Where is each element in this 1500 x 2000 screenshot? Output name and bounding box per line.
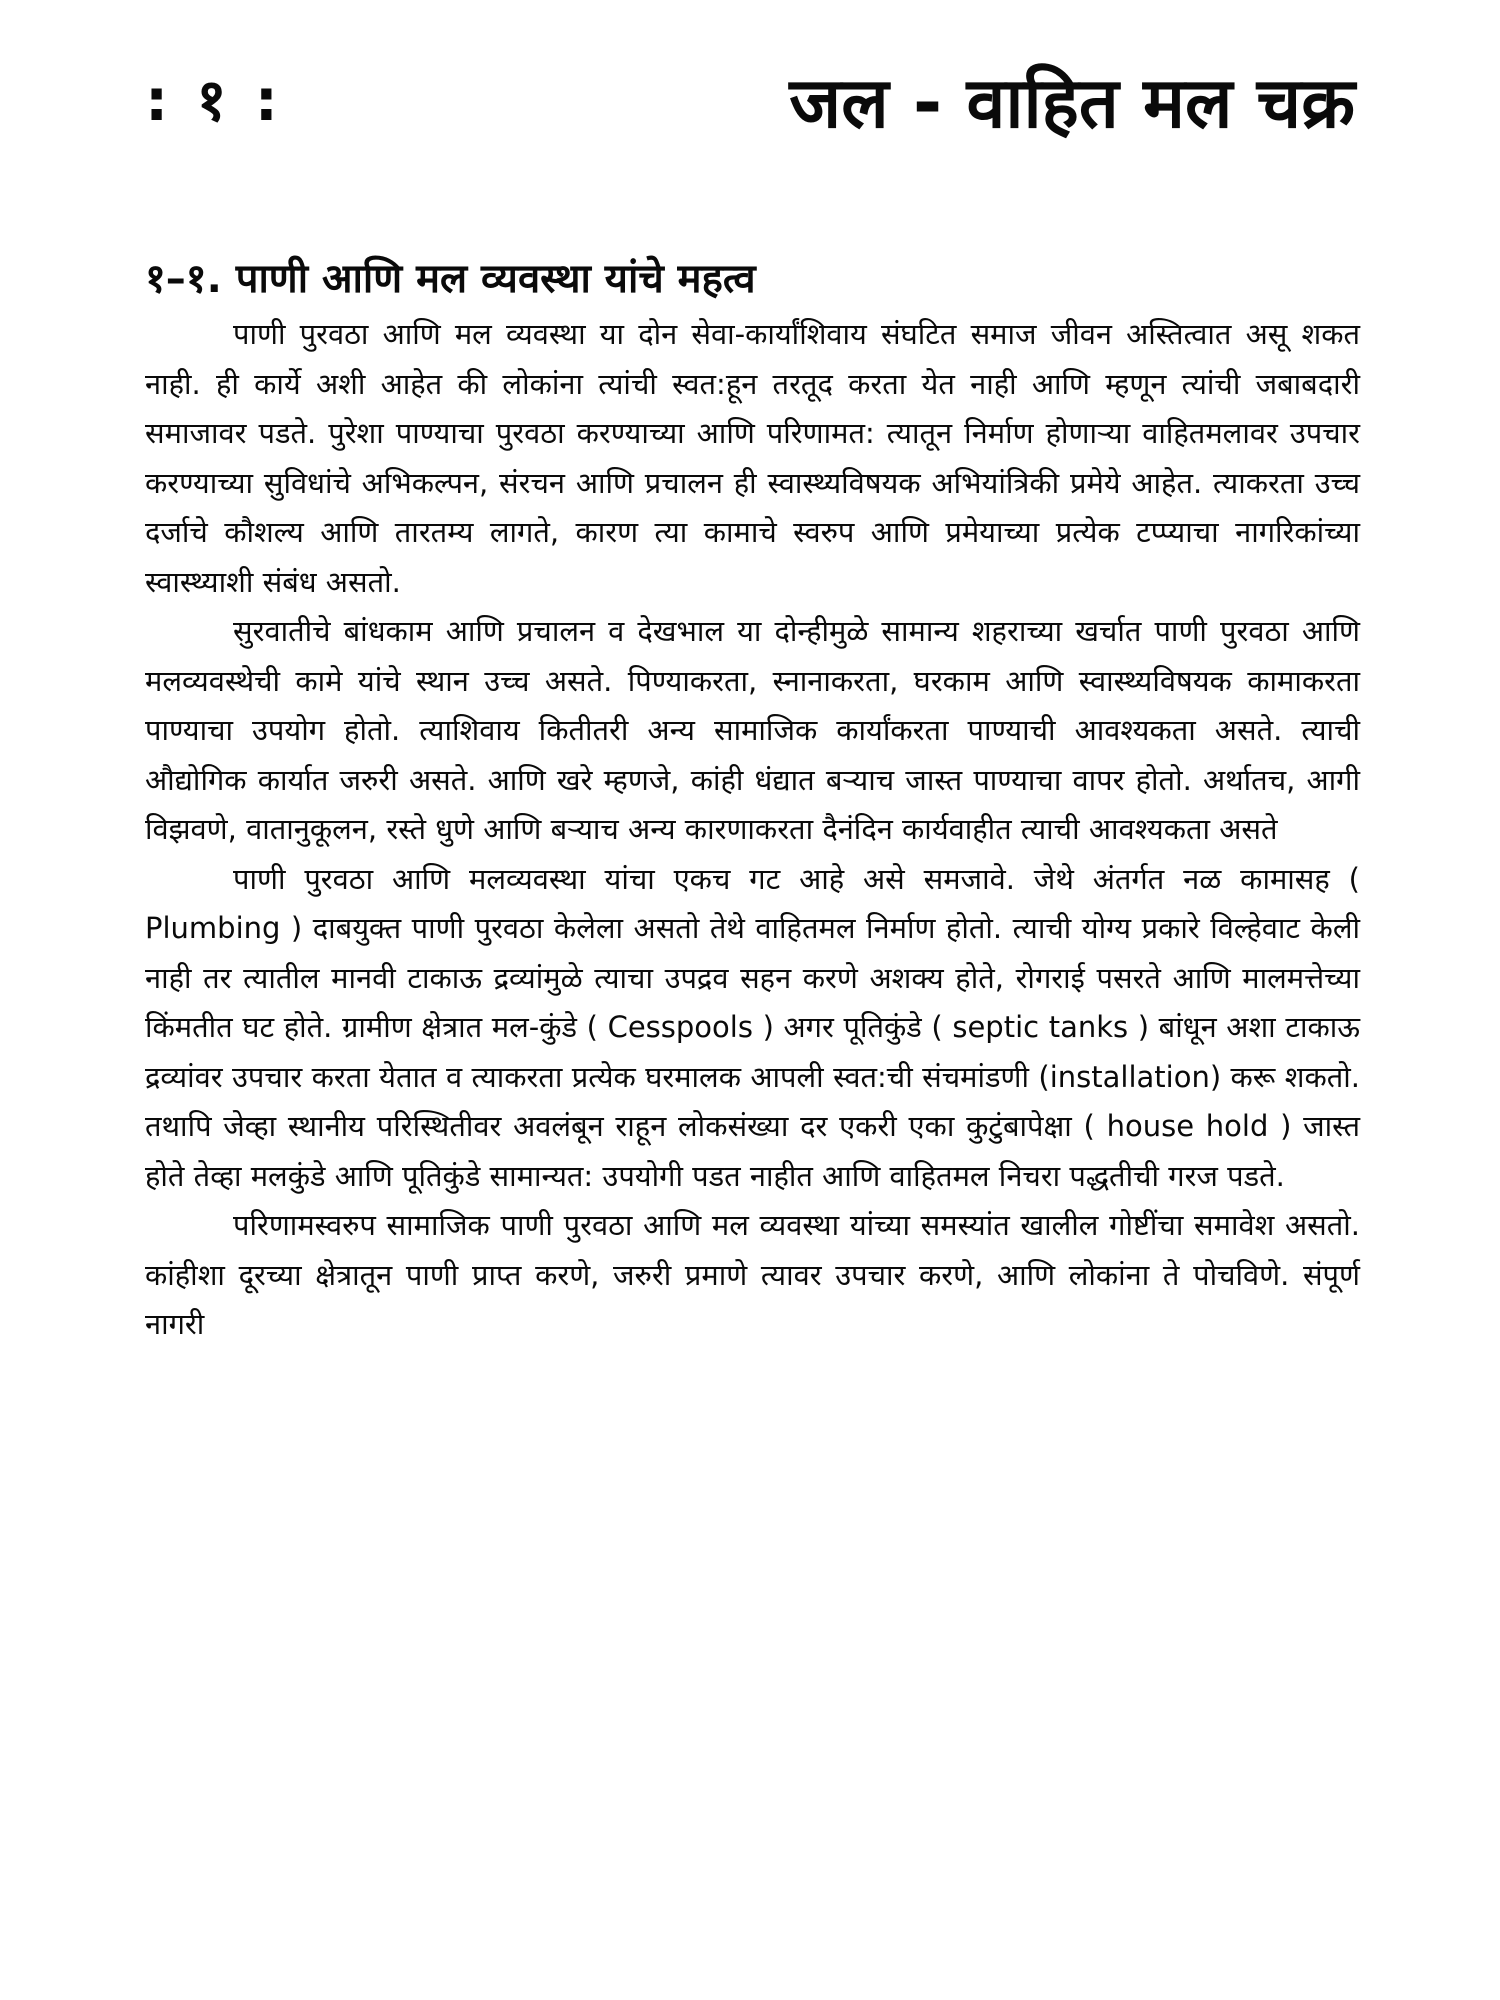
chapter-number: : १ : (145, 66, 282, 134)
chapter-title: जल - वाहित मल चक्र (789, 62, 1355, 144)
chapter-header (145, 52, 1355, 162)
paragraph-3: पाणी पुरवठा आणि मलव्यवस्था यांचा एकच गट आहे असे समजावे. जेथे अंतर्गत नळ कामासह ( Plumbing ) दाबयुक्त पाणी पुरवठा केलेला असतो तेथे वाहितमल निर्माण होतो. त्याची योग्य प्रकारे विल्हेवाट केली नाही तर त्यातील मानवी टाकाऊ द्रव्यांमुळे त्याचा उपद्रव सहन करणे अशक्य होते, रोगराई पसरते आणि मालमत्तेच्या किंमतीत घट होते. ग्रामीण क्षेत्रात मल-कुंडे ( Cesspools ) अगर पूतिकुंडे ( septic tanks ) बांधून अशा टाकाऊ द्रव्यांवर उपचार करता येतात व त्याकरता प्रत्येक घरमालक आपली स्वत:ची संचमांडणी (installation) करू शकतो. तथापि जेव्हा स्थानीय परिस्थितीवर अवलंबून राहून लोकसंख्या दर एकरी एका कुटुंबापेक्षा ( house hold ) जास्त होते तेव्हा मलकुंडे आणि पूतिकुंडे सामान्यत: उपयोगी पडत नाहीत आणि वाहितमल निचरा पद्धतीची गरज पडते. (145, 861, 1360, 1193)
section-1-1 (145, 250, 1360, 1350)
paragraph-2: सुरवातीचे बांधकाम आणि प्रचालन व देखभाल या दोन्हीमुळे सामान्य शहराच्या खर्चात पाणी पुरवठा आणि मलव्यवस्थेची कामे यांचे स्थान उच्च असते. पिण्याकरता, स्नानाकरता, घरकाम आणि स्वास्थ्यविषयक कामाकरता पाण्याचा उपयोग होतो. त्याशिवाय कितीतरी अन्य सामाजिक कार्यांकरता पाण्याची आवश्यकता असते. त्याची औद्योगिक कार्यात जरुरी असते. आणि खरे म्हणजे, कांही धंद्यात बऱ्याच जास्त पाण्याचा वापर होतो. अर्थातच, आगी विझवणे, वातानुकूलन, रस्ते धुणे आणि बऱ्याच अन्य कारणाकरता दैनंदिन कार्यवाहीत त्याची आवश्यकता असते (145, 614, 1360, 846)
paragraph-1: पाणी पुरवठा आणि मल व्यवस्था या दोन सेवा-कार्यांशिवाय संघटित समाज जीवन अस्तित्वात असू शकत नाही. ही कार्ये अशी आहेत की लोकांना त्यांची स्वत:हून तरतूद करता येत नाही आणि म्हणून त्यांची जबाबदारी समाजावर पडते. पुरेशा पाण्याचा पुरवठा करण्याच्या आणि परिणामत: त्यातून निर्माण होणाऱ्या वाहितमलावर उपचार करण्याच्या सुविधांचे अभिकल्पन, संरचन आणि प्रचालन ही स्वास्थ्यविषयक अभियांत्रिकी प्रमेये आहेत. त्याकरता उच्च दर्जाचे कौशल्य आणि तारतम्य लागते, कारण त्या कामाचे स्वरुप आणि प्रमेयाच्या प्रत्येक टप्प्याचा नागरिकांच्या स्वास्थ्याशी संबंध असतो. (145, 317, 1360, 599)
section-heading: १–१. पाणी आणि मल व्यवस्था यांचे महत्व (145, 256, 756, 302)
paragraph-4: परिणामस्वरुप सामाजिक पाणी पुरवठा आणि मल व्यवस्था यांच्या समस्यांत खालील गोष्टींचा समावेश असतो. कांहीशा दूरच्या क्षेत्रातून पाणी प्राप्त करणे, जरुरी प्रमाणे त्यावर उपचार करणे, आणि लोकांना ते पोचविणे. संपूर्ण नागरी (145, 1208, 1360, 1341)
